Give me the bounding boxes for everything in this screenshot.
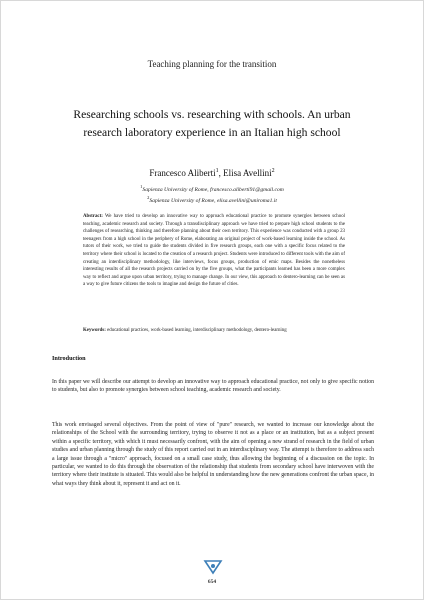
paper-title: Researching schools vs. researching with schools. An urban research laboratory experience in an Italian high school xyxy=(73,108,351,139)
affiliation-line xyxy=(1,183,423,194)
author-line xyxy=(1,168,423,178)
affiliation-text: Sapienza University of Rome, francesco.aliberti91@gmail.com xyxy=(142,186,284,193)
author-affiliation-mark: 1 xyxy=(215,168,219,174)
affiliations xyxy=(1,183,423,206)
keywords-text: educational practices, work-based learning, interdisciplinary methodology, dentero-learning xyxy=(107,328,287,333)
keywords xyxy=(83,327,345,335)
abstract xyxy=(83,213,345,289)
affiliation-mark: 2 xyxy=(147,195,150,201)
affiliation-line xyxy=(1,194,423,205)
logo-dot-icon xyxy=(211,564,215,568)
body-paragraph: This work envisaged several objectives. From the point of view of "pure" research, we wanted to increase our knowledge about the relationships of the School with the surrounding territory, trying to observe it not as a place or an institution, but as a subject present within a specific territory, with which it must necessarily confront, with the aim of opening a new strand of research in the field of urban studies and urban planning through the study of this report carried out in an interdisciplinary way. The attempt is therefore to address such a large issue through a "micro" approach, focused on a small case study, thus allowing the beginning of a discussion on the topic. In particular, we wanted to do this through the observation of the relationship that students from secondary school have interwoven with the territory where their institute is situated. This would also be helpful in understanding how the new generations confront the urban space, in what ways they think about it, represent it and act on it. xyxy=(52,422,374,487)
abstract-text: We have tried to develop an innovative way to approach educational practice to promote synergies between school teaching, academic research and society. Through a transdisciplinary approach we have tried to prepare high school students to the challenges of researching, thinking and therefore planning about their own territory. This experience was conducted with a group 23 teenagers from a high school in the periphery of Rome, elaborating an original project of work-based learning inside the school. As tutors of their work, we tried to guide the students divided in five research groups, each one with a specific focus related to the territory where their school is located to the creation of a research project. Students were introduced to different tools with the aim of creating an interdisciplinary methodology, like interviews, focus groups, production of emic maps. Besides the nonetheless interesting results of all the research projects carried on by the five groups, what the participants learned has been a more complex way to reflect and argue upon urban territory, trying to manage change. In our view, this approach to dentero-learning can be seen as a way to give future citizens the tools to imagine and design the future of cities. xyxy=(83,214,345,288)
author-name: Elisa Avellini xyxy=(223,168,272,178)
running-head: Teaching planning for the transition xyxy=(147,59,277,69)
author-separator: , xyxy=(218,168,224,178)
page-number: 654 xyxy=(207,579,217,585)
abstract-label: Abstract: xyxy=(83,214,103,219)
publisher-logo-icon xyxy=(202,558,224,576)
keywords-label: Keywords: xyxy=(83,328,106,333)
affiliation-text: Sapienza University of Rome, elisa.avellini@uniroma1.it xyxy=(149,198,277,205)
affiliation-mark: 1 xyxy=(140,184,143,189)
author-name: Francesco Aliberti xyxy=(149,168,216,178)
author-affiliation-mark: 2 xyxy=(271,168,275,174)
body-paragraph: In this paper we will describe our attempt to develop an innovative way to approach educational practice, not only to give specific notion to students, but also to promote synergies between school teaching, academic research and society. xyxy=(52,379,374,394)
section-heading-introduction: Introduction xyxy=(52,355,86,362)
